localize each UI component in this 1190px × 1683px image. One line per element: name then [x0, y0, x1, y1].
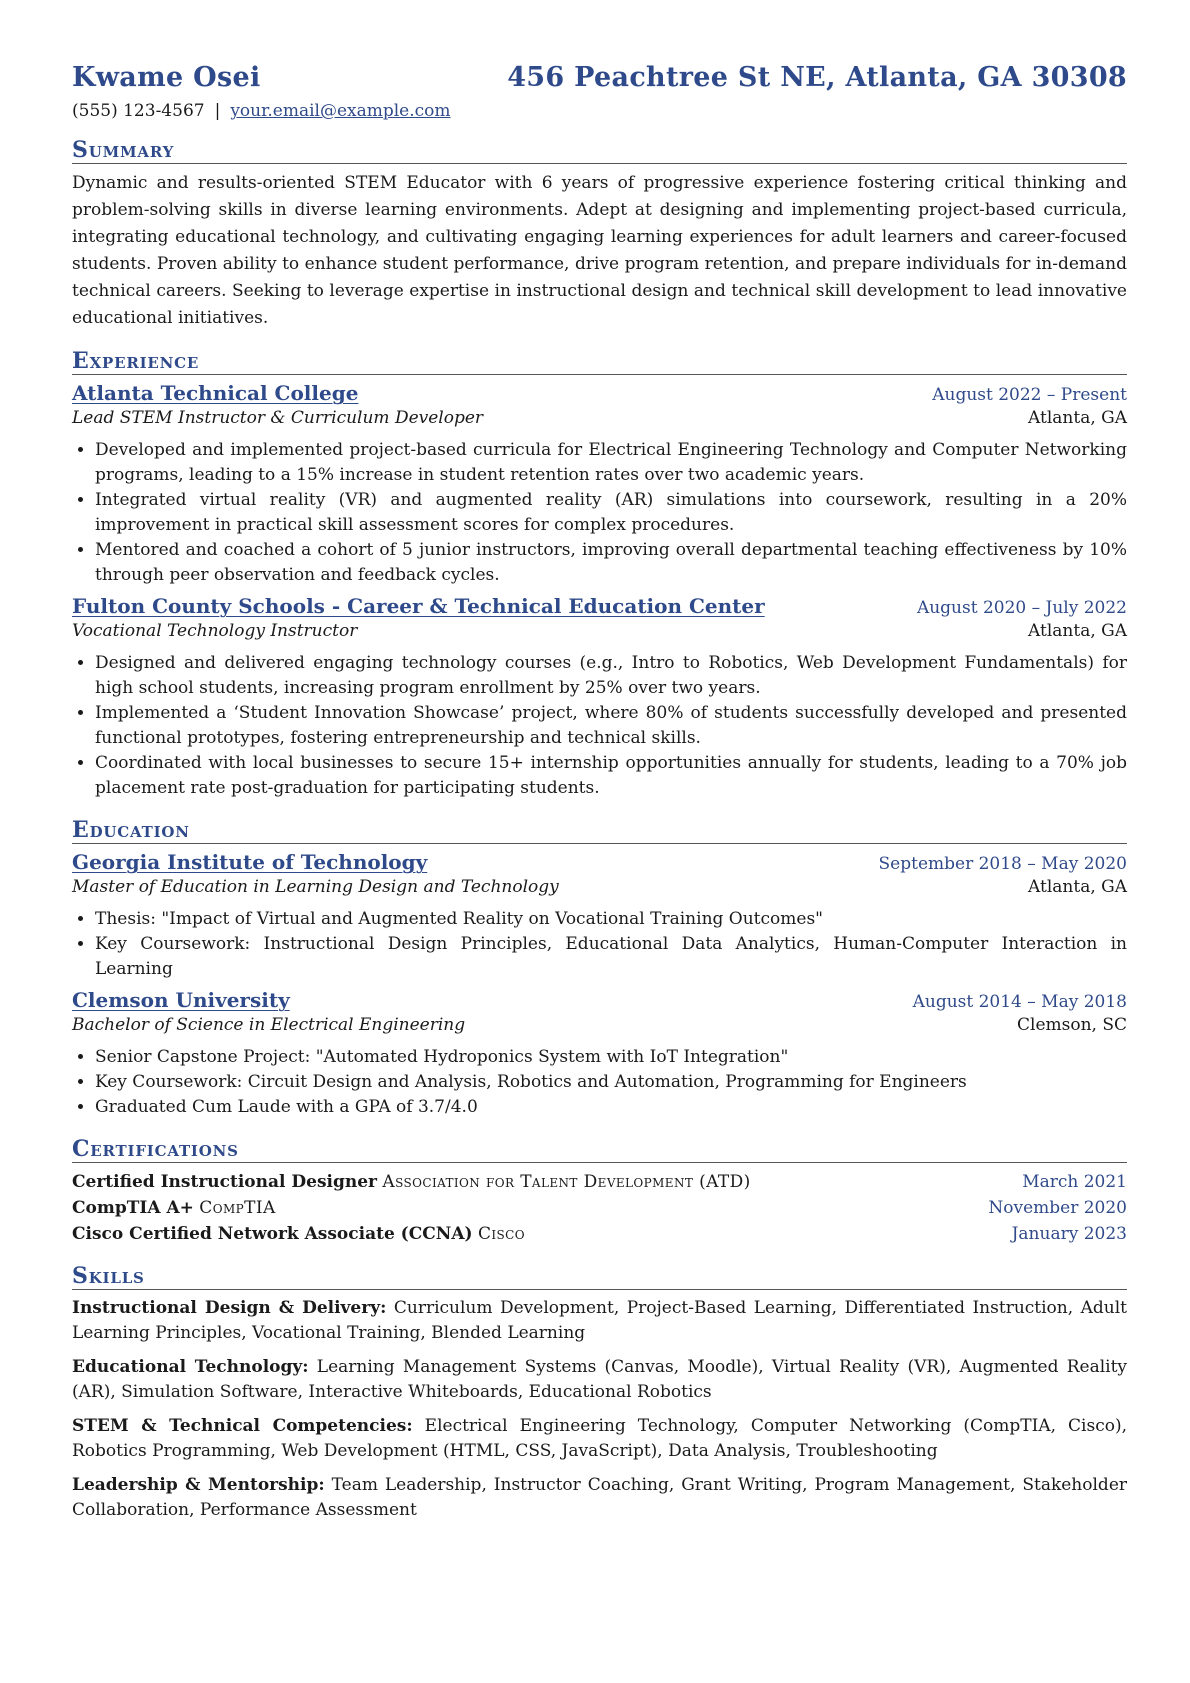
experience-entry — [72, 594, 1127, 801]
bullet-item: • Mentored and coached a cohort of 5 junior instructors, improving overall departmental teaching effectiveness by 10% through peer observation and feedback cycles. — [95, 538, 1127, 588]
section-title-summary: Summary — [72, 137, 1127, 164]
section-title-experience: Experience — [72, 348, 1127, 375]
candidate-address: 456 Peachtree St NE, Atlanta, GA 30308 — [507, 62, 1127, 93]
education-dates: September 2018 – May 2020 — [878, 854, 1127, 874]
bullet-item: • Graduated Cum Laude with a GPA of 3.7/4.0 — [95, 1095, 1127, 1120]
skill-items: Electrical Engineering Technology, Computer Networking (CompTIA, Cisco), Robotics Programming, Web Development (HTML, CSS, JavaScript), Data Analysis, Troubleshooting — [72, 1416, 1128, 1461]
experience-dates: August 2020 – July 2022 — [916, 598, 1127, 618]
skill-group — [72, 1355, 1127, 1405]
experience-dates: August 2022 – Present — [932, 385, 1127, 405]
education-entry — [72, 850, 1127, 982]
bullet-item: • Developed and implemented project-based curricula for Electrical Engineering Technology and Computer Networking programs, leading to a 15% increase in student retention rates over two academic years. — [95, 438, 1127, 488]
certification-name: Certified Instructional Designer — [72, 1172, 378, 1192]
phone-number: (555) 123-4567 — [72, 101, 205, 121]
certification-row — [72, 1221, 1127, 1247]
certification-issuer: Association for Talent Development (ATD) — [382, 1172, 751, 1192]
experience-entry — [72, 381, 1127, 588]
section-title-education: Education — [72, 817, 1127, 844]
experience-org[interactable]: Atlanta Technical College — [72, 381, 359, 405]
education-entry — [72, 988, 1127, 1120]
bullet-item: • Designed and delivered engaging technology courses (e.g., Intro to Robotics, Web Development Fundamentals) for high school students, increasing program enrollment by 25% over two years. — [95, 651, 1127, 701]
education-degree: Master of Education in Learning Design and Technology — [72, 877, 559, 897]
certification-name: CompTIA A+ — [72, 1198, 194, 1218]
bullet-item: • Senior Capstone Project: "Automated Hydroponics System with IoT Integration" — [95, 1045, 1127, 1070]
summary-text: Dynamic and results-oriented STEM Educator with 6 years of progressive experience fostering critical thinking and problem-solving skills in diverse learning environments. Adept at designing and implementing project-based curricula, integrating educational technology, and cultivating engaging learning experiences for adult learners and career-focused students. Proven ability to enhance student performance, drive program retention, and prepare individuals for in-demand technical careers. Seeking to leverage expertise in instructional design and technical skill development to lead innovative educational initiatives. — [72, 173, 1127, 328]
skill-category: Leadership & Mentorship: — [72, 1475, 325, 1495]
education-degree: Bachelor of Science in Electrical Engineering — [72, 1015, 466, 1035]
certification-date: March 2021 — [1022, 1172, 1127, 1192]
skill-category: STEM & Technical Competencies: — [72, 1416, 413, 1436]
certification-row — [72, 1169, 1127, 1195]
certification-date: January 2023 — [1011, 1224, 1127, 1244]
certification-issuer: CompTIA — [199, 1198, 276, 1218]
bullet-item: • Key Coursework: Circuit Design and Analysis, Robotics and Automation, Programming for Engineers — [95, 1070, 1127, 1095]
skills-list — [72, 1296, 1127, 1523]
education-location: Clemson, SC — [1017, 1015, 1127, 1035]
education-institution[interactable]: Georgia Institute of Technology — [72, 850, 428, 874]
bullet-item: • Coordinated with local businesses to secure 15+ internship opportunities annually for students, leading to a 70% job placement rate post-graduation for participating students. — [95, 751, 1127, 801]
education-institution[interactable]: Clemson University — [72, 988, 290, 1012]
skill-category: Instructional Design & Delivery: — [72, 1298, 387, 1318]
experience-role: Lead STEM Instructor & Curriculum Developer — [72, 408, 484, 428]
skill-category: Educational Technology: — [72, 1357, 309, 1377]
education-bullets — [72, 907, 1127, 982]
experience-location: Atlanta, GA — [1028, 621, 1127, 641]
resume-header — [72, 62, 1127, 93]
contact-line — [72, 101, 1127, 121]
experience-bullets — [72, 438, 1127, 588]
bullet-item: • Implemented a ‘Student Innovation Showcase’ project, where 80% of students successfully developed and presented functional prototypes, fostering entrepreneurship and technical skills. — [95, 701, 1127, 751]
experience-location: Atlanta, GA — [1028, 408, 1127, 428]
certification-date: November 2020 — [988, 1198, 1127, 1218]
certification-issuer: Cisco — [477, 1224, 525, 1244]
skill-group — [72, 1473, 1127, 1523]
experience-role: Vocational Technology Instructor — [72, 621, 358, 641]
certifications-list — [72, 1169, 1127, 1247]
skill-items: Team Leadership, Instructor Coaching, Grant Writing, Program Management, Stakeholder Collaboration, Performance Assessment — [72, 1475, 1128, 1520]
certification-name: Cisco Certified Network Associate (CCNA) — [72, 1224, 473, 1244]
experience-bullets — [72, 651, 1127, 801]
contact-separator: | — [214, 101, 221, 121]
section-title-certifications: Certifications — [72, 1136, 1127, 1163]
bullet-item: • Thesis: "Impact of Virtual and Augmented Reality on Vocational Training Outcomes" — [95, 907, 1127, 932]
education-bullets — [72, 1045, 1127, 1120]
education-dates: August 2014 – May 2018 — [912, 992, 1127, 1012]
email-link[interactable]: your.email@example.com — [230, 101, 451, 121]
experience-org[interactable]: Fulton County Schools - Career & Technical Education Center — [72, 594, 765, 618]
resume-page — [72, 62, 1127, 1523]
bullet-item: • Integrated virtual reality (VR) and augmented reality (AR) simulations into coursework, resulting in a 20% improvement in practical skill assessment scores for complex procedures. — [95, 488, 1127, 538]
candidate-name: Kwame Osei — [72, 62, 261, 93]
skill-items: Learning Management Systems (Canvas, Moodle), Virtual Reality (VR), Augmented Reality (AR), Simulation Software, Interactive Whiteboards, Educational Robotics — [72, 1357, 1128, 1402]
skill-group — [72, 1296, 1127, 1346]
certification-row — [72, 1195, 1127, 1221]
education-location: Atlanta, GA — [1028, 877, 1127, 897]
section-title-skills: Skills — [72, 1263, 1127, 1290]
skill-items: Curriculum Development, Project-Based Learning, Differentiated Instruction, Adult Learning Principles, Vocational Training, Blended Learning — [72, 1298, 1128, 1343]
bullet-item: • Key Coursework: Instructional Design Principles, Educational Data Analytics, Human-Computer Interaction in Learning — [95, 932, 1127, 982]
skill-group — [72, 1414, 1127, 1464]
